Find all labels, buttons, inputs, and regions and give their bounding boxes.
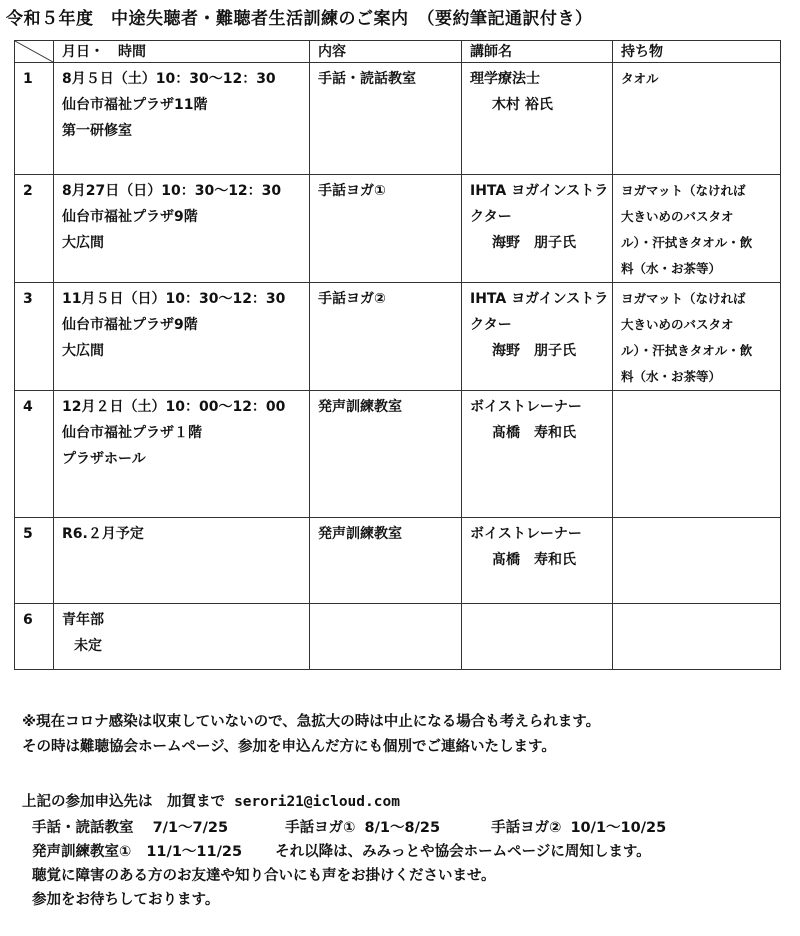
datetime-line: 青年部 [62,612,104,628]
items-line: ヨガマット（なければ [621,183,746,198]
items-cell [613,175,781,283]
instructor-line: ボイストレーナー [470,526,582,542]
apply-email[interactable]: serori21@icloud.com [234,794,400,810]
apply-heading: 上記の参加申込先は 加賀まで [22,794,225,810]
items-cell [613,604,781,670]
page-title: 令和５年度 中途失聴者・難聴者生活訓練のご案内 （要約筆記通訳付き） [6,9,593,29]
datetime-cell [54,391,310,518]
datetime-cell [54,175,310,283]
period4-dates: 11/1～11/25 [146,844,243,860]
instructor-line: 木村 裕氏 [492,97,553,113]
period2-name: 手話ヨガ① [285,820,356,836]
datetime-line: プラザホール [62,451,146,467]
table-row [15,391,781,518]
items-cell [613,63,781,175]
row-number: 5 [15,518,54,604]
header-instructor: 講師名 [462,41,613,63]
period3-name: 手話ヨガ② [491,820,562,836]
table-row [15,283,781,391]
datetime-cell [54,283,310,391]
instructor-line: クター [470,317,512,333]
period1-name: 手話・読話教室 [32,820,134,836]
header-datetime: 月日・ 時間 [54,41,310,63]
items-line: ヨガマット（なければ [621,291,746,306]
header-items: 持ち物 [613,41,781,63]
apply-line4: 参加をお待ちしております。 [32,892,220,908]
datetime-line: 第一研修室 [62,123,132,139]
items-cell [613,283,781,391]
row-number: 3 [15,283,54,391]
instructor-line: 髙橋 寿和氏 [492,552,576,568]
application-info [22,790,666,912]
header-corner-diagonal [15,41,54,63]
datetime-line: 大広間 [62,343,104,359]
row-number: 4 [15,391,54,518]
notes [22,710,600,760]
instructor-line: 理学療法士 [470,71,540,87]
table-row [15,518,781,604]
row-number: 2 [15,175,54,283]
datetime-line: R6.２月予定 [62,526,144,542]
datetime-line: 仙台市福祉プラザ9階 [62,209,198,225]
datetime-cell [54,604,310,670]
apply-after: それ以降は、みみっとや協会ホームページに周知します。 [275,844,651,860]
period1-dates: 7/1～7/25 [152,820,229,836]
instructor-cell [462,518,613,604]
items-line: 料（水・お茶等） [621,369,722,384]
datetime-cell [54,518,310,604]
instructor-line: IHTA ヨガインストラ [470,183,609,199]
items-line: ル）・汗拭きタオル・飲 [621,235,753,250]
datetime-line: 仙台市福祉プラザ１階 [62,425,202,441]
header-content: 内容 [310,41,462,63]
period2-dates: 8/1～8/25 [364,820,441,836]
instructor-cell [462,604,613,670]
instructor-line: 海野 朋子氏 [492,343,576,359]
datetime-line: 12月２日（土）10：00～12：00 [62,399,286,415]
datetime-line: 仙台市福祉プラザ11階 [62,97,208,113]
datetime-line: 8月５日（土）10：30～12：30 [62,71,276,87]
items-line: タオル [621,71,659,86]
content-cell: 手話・読話教室 [310,63,462,175]
table-row [15,63,781,175]
instructor-cell [462,391,613,518]
instructor-line: 髙橋 寿和氏 [492,425,576,441]
datetime-cell [54,63,310,175]
items-cell [613,518,781,604]
row-number: 6 [15,604,54,670]
content-cell: 発声訓練教室 [310,518,462,604]
instructor-cell [462,283,613,391]
instructor-line: 海野 朋子氏 [492,235,576,251]
datetime-line: 未定 [74,638,102,654]
note-line: ※現在コロナ感染は収束していないので、急拡大の時は中止になる場合も考えられます。 [22,714,601,730]
instructor-line: IHTA ヨガインストラ [470,291,609,307]
content-cell [310,604,462,670]
items-line: 料（水・お茶等） [621,261,722,276]
period4-name: 発声訓練教室① [32,844,132,860]
table-row [15,604,781,670]
row-number: 1 [15,63,54,175]
apply-line3: 聴覚に障害のある方のお友達や知り合いにも声をお掛けくださいませ。 [32,868,496,884]
table-header-row [15,41,781,63]
items-line: 大きいめのバスタオ [621,317,734,332]
items-line: ル）・汗拭きタオル・飲 [621,343,753,358]
items-cell [613,391,781,518]
content-cell: 手話ヨガ① [310,175,462,283]
datetime-line: 仙台市福祉プラザ9階 [62,317,198,333]
datetime-line: 大広間 [62,235,104,251]
table-row [15,175,781,283]
instructor-line: ボイストレーナー [470,399,582,415]
content-cell: 発声訓練教室 [310,391,462,518]
instructor-line: クター [470,209,512,225]
period3-dates: 10/1～10/25 [570,820,667,836]
datetime-line: 8月27日（日）10：30～12：30 [62,183,282,199]
schedule-table [14,40,781,670]
datetime-line: 11月５日（日）10：30～12：30 [62,291,286,307]
note-line: その時は難聴協会ホームページ、参加を申込んだ方にも個別でご連絡いたします。 [22,739,556,755]
items-line: 大きいめのバスタオ [621,209,734,224]
content-cell: 手話ヨガ② [310,283,462,391]
instructor-cell [462,63,613,175]
instructor-cell [462,175,613,283]
